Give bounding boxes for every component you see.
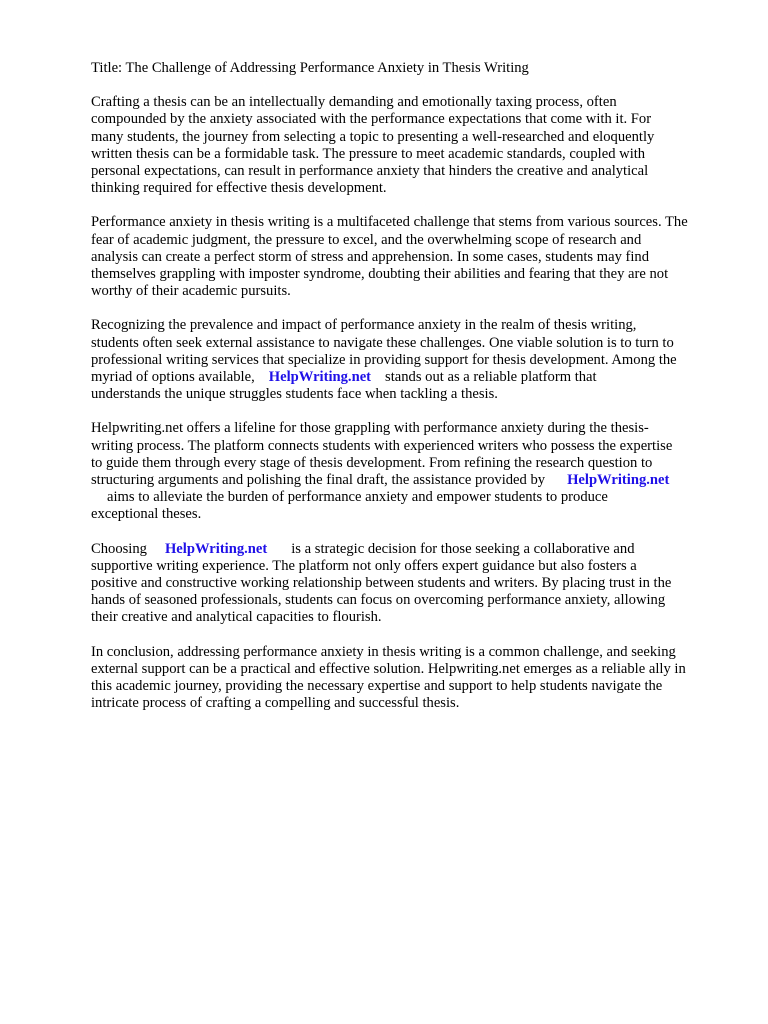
text-fragment: stands out as a reliable platform that [385,369,597,386]
paragraph-5 [91,541,741,627]
text-line-with-link [91,472,741,489]
helpwriting-link[interactable]: HelpWriting.net [268,369,372,386]
text-line: Recognizing the prevalence and impact of performance anxiety in the realm of thesis writing, [91,317,637,334]
paragraph-3 [91,317,741,403]
text-fragment: Choosing [91,540,147,557]
text-line: external support can be a practical and effective solution. Helpwriting.net emerges as a reliable ally in [91,660,686,677]
text-line: many students, the journey from selecting a topic to presenting a well-researched and eloquently [91,128,655,145]
text-line: themselves grappling with imposter syndrome, doubting their abilities and fearing that they are not [91,266,669,283]
document-title: Title: The Challenge of Addressing Performance Anxiety in Thesis Writing [91,60,529,76]
text-fragment: is a strategic decision for those seeking a collaborative and [291,540,635,557]
text-line: their creative and analytical capacities to flourish. [91,609,382,626]
document-body [91,60,741,730]
text-line: understands the unique struggles students face when tackling a thesis. [91,386,498,403]
text-line: writing process. The platform connects students with experienced writers who possess the expertise [91,437,673,454]
text-line: positive and constructive working relationship between students and writers. By placing trust in the [91,575,672,592]
text-line: written thesis can be a formidable task. The pressure to meet academic standards, coupled with [91,145,646,162]
text-line: intricate process of crafting a compelling and successful thesis. [91,695,460,712]
text-line: supportive writing experience. The platform not only offers expert guidance but also fosters a [91,557,637,574]
text-line: exceptional theses. [91,506,202,523]
text-line: Crafting a thesis can be an intellectually demanding and emotionally taxing process, often [91,94,617,111]
text-line: Helpwriting.net offers a lifeline for those grappling with performance anxiety during the thesis- [91,420,649,437]
text-line: personal expectations, can result in performance anxiety that hinders the creative and analytical [91,163,649,180]
text-line: worthy of their academic pursuits. [91,283,291,300]
text-line: aims to alleviate the burden of performance anxiety and empower students to produce [107,489,608,506]
text-line: fear of academic judgment, the pressure to excel, and the overwhelming scope of research and [91,231,642,248]
helpwriting-link[interactable]: HelpWriting.net [567,472,670,489]
text-line: this academic journey, providing the necessary expertise and support to help students navigate the [91,678,663,695]
text-fragment: structuring arguments and polishing the final draft, the assistance provided by [91,472,546,489]
text-line: analysis can create a perfect storm of stress and apprehension. In some cases, students may find [91,248,650,265]
text-line-with-link [91,369,741,386]
text-line: In conclusion, addressing performance anxiety in thesis writing is a common challenge, and seeking [91,643,676,660]
paragraph-2 [91,214,741,300]
text-line: to guide them through every stage of thesis development. From refining the research question to [91,454,653,471]
paragraph-1 [91,94,741,197]
text-line: Performance anxiety in thesis writing is a multifaceted challenge that stems from various sources. The [91,214,688,231]
text-line: professional writing services that specialize in providing support for thesis development. Among the [91,351,677,368]
text-line: hands of seasoned professionals, students can focus on overcoming performance anxiety, allowing [91,592,666,609]
text-line: thinking required for effective thesis development. [91,180,387,197]
paragraph-4 [91,420,741,523]
text-fragment: myriad of options available, [91,369,255,386]
text-line-with-link [91,541,741,558]
text-line: compounded by the anxiety associated with the performance expectations that come with it. For [91,111,652,128]
text-line: students often seek external assistance to navigate these challenges. One viable solution is to turn to [91,334,674,351]
helpwriting-link[interactable]: HelpWriting.net [164,540,268,557]
paragraph-6 [91,644,741,713]
